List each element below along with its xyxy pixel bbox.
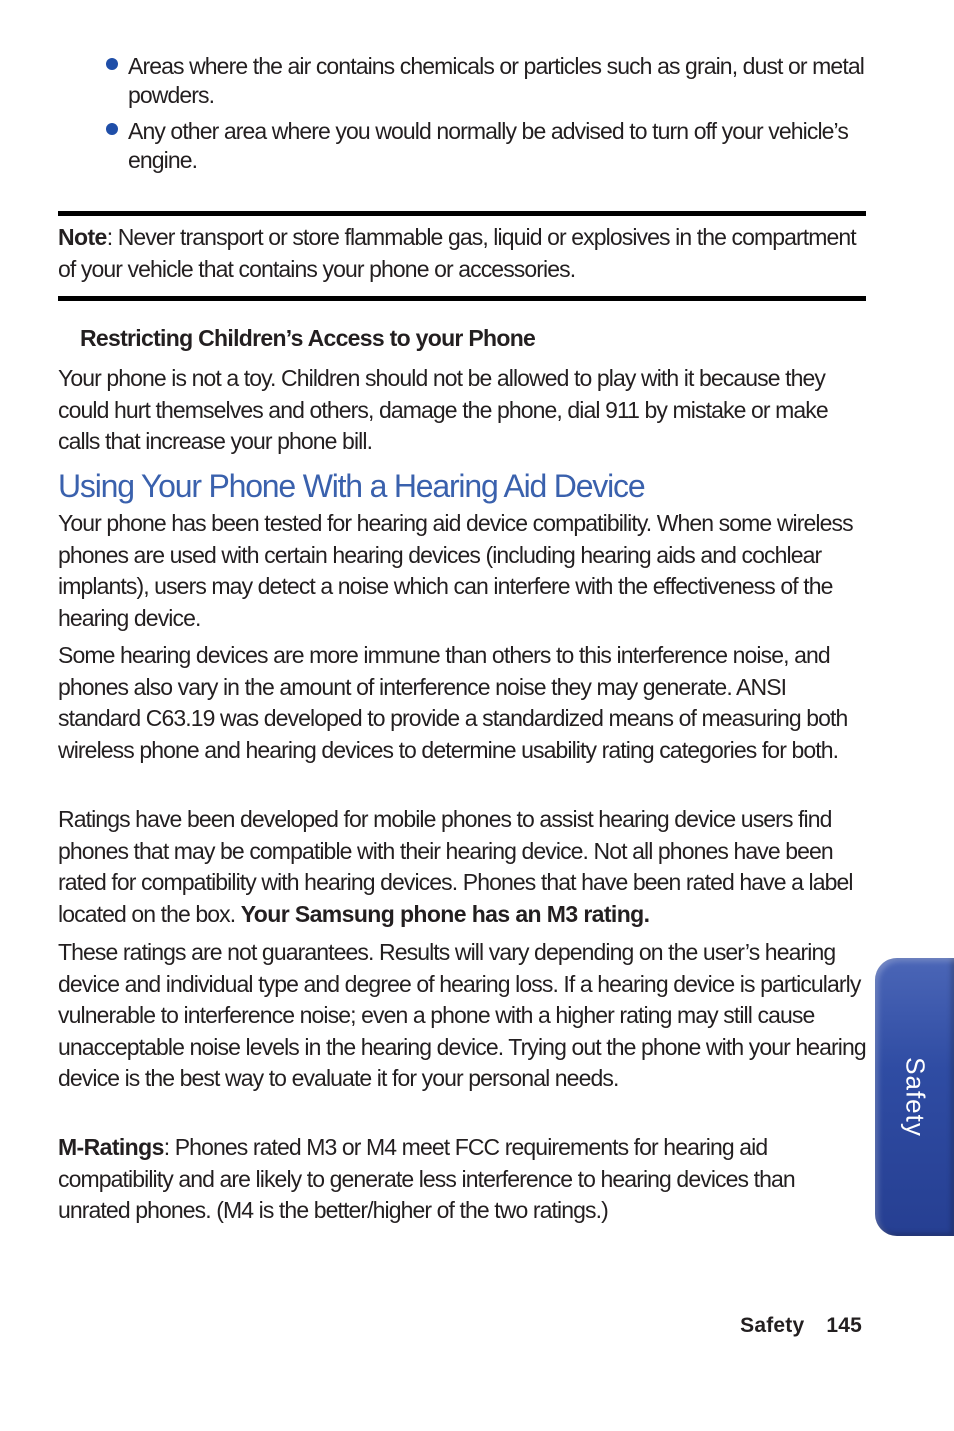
note-box [58, 211, 866, 301]
m3-rating-statement: Your Samsung phone has an M3 rating. [240, 900, 650, 927]
bullet-text: Areas where the air contains chemicals or particles such as grain, dust or metal powders. [128, 53, 864, 108]
side-tab-inner [875, 958, 954, 1236]
m-ratings-label: M-Ratings [58, 1134, 164, 1160]
bullet-icon [106, 58, 118, 70]
page-footer [740, 1314, 862, 1338]
list-item [128, 52, 864, 109]
hearing-paragraph-2: Some hearing devices are more immune than others to this interference noise, and phones also vary in the amount of interference noise they may generate. ANSI standard C63.19 was developed to provide a standardized means of measuring both wireless phone and hearing devices to determine usability rating categories for both. [58, 642, 848, 763]
page-number: 145 [826, 1314, 862, 1337]
list-item [128, 117, 864, 174]
note-paragraph [58, 222, 866, 285]
hearing-section-heading: Using Your Phone With a Hearing Aid Device [58, 468, 645, 504]
bullet-text: Any other area where you would normally be advised to turn off your vehicle’s engine. [128, 118, 848, 173]
note-label: Note [58, 224, 107, 250]
note-text: : Never transport or store flammable gas, liquid or explosives in the compartment of your vehicle that contains your phone or accessories. [58, 224, 856, 282]
hearing-paragraph-4: These ratings are not guarantees. Results will vary depending on the user’s hearing device and individual type and degree of hearing loss. If a hearing device is particularly vulnerable to interference noise; even a phone with a higher rating may still cause unacceptable noise levels in the hearing device. Trying out the phone with your hearing device is the best way to evaluate it for your personal needs. [58, 939, 866, 1091]
bullet-list [58, 52, 866, 174]
hearing-paragraph-3 [58, 804, 866, 930]
bullet-icon [106, 123, 118, 135]
children-paragraph: Your phone is not a toy. Children should not be allowed to play with it because they could hurt themselves and others, damage the phone, dial 911 by mistake or make calls that increase your phone bill. [58, 365, 828, 454]
side-tab-label: Safety [900, 1057, 930, 1137]
hearing-paragraph-1: Your phone has been tested for hearing aid device compatibility. When some wireless phones are used with certain hearing devices (including hearing aids and cochlear implants), users may detect a noise which can interfere with the effectiveness of the hearing device. [58, 510, 853, 631]
m-ratings-paragraph [58, 1132, 866, 1227]
section-side-tab[interactable] [875, 958, 954, 1236]
footer-section-name: Safety [740, 1314, 805, 1337]
page-content [58, 52, 866, 181]
hearing-paragraph-3-text: Ratings have been developed for mobile phones to assist hearing device users find phones that may be compatible with their hearing device. Not all phones have been rated for compatibility with hearing devices. Phones that have been rated have a label located on the box. [58, 806, 853, 927]
children-section-heading: Restricting Children’s Access to your Phone [80, 325, 536, 351]
m-ratings-text: : Phones rated M3 or M4 meet FCC requirements for hearing aid compatibility and are likely to generate less interference to hearing devices than unrated phones. (M4 is the better/higher of the two ratings.) [58, 1134, 795, 1223]
